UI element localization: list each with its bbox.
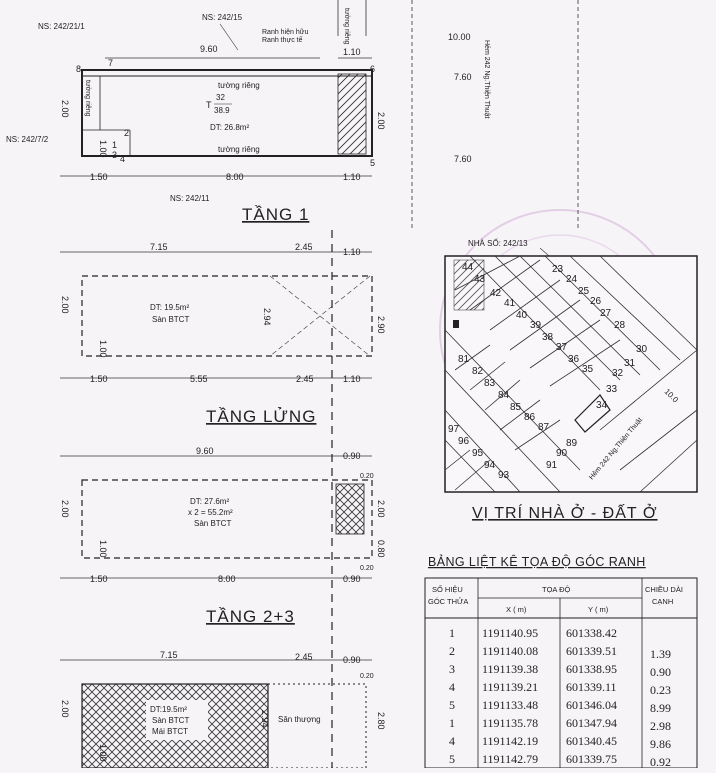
floor23-area: DT: 27.6m² [190, 497, 230, 506]
dimension-label: 1.10 [343, 47, 361, 57]
dimension-label: 1.00 [98, 340, 108, 358]
neighbor-label: NS: 242/21/1 [38, 22, 85, 31]
dimension-label: 2.00 [60, 296, 70, 314]
table-cell: 0.90 [650, 665, 671, 679]
neighbor-label: NS: 242/11 [170, 194, 210, 203]
parcel-label: 97 [448, 424, 460, 435]
dimension-label: 0.20 [360, 673, 374, 680]
wall-label: tường riêng [343, 8, 350, 45]
dimension-label: 2.00 [376, 500, 386, 518]
corner-point: 2 [124, 128, 130, 138]
corner-point: 7 [108, 58, 114, 68]
dimension-label: 2.00 [60, 100, 70, 118]
table-cell: 1191140.08 [482, 644, 539, 658]
table-cell: 4 [449, 680, 455, 694]
table-header: X ( m) [506, 605, 527, 614]
boundary-label: Ranh hiện hữu [262, 29, 309, 36]
table-cell: 601338.95 [566, 662, 617, 676]
dimension-label: 2.94 [262, 308, 272, 326]
parcel-label: 37 [556, 342, 568, 353]
parcel-label: 86 [524, 412, 536, 423]
parcel-label: 32 [612, 368, 624, 379]
table-cell: 601347.94 [566, 716, 617, 730]
dimension-label: 1.00 [98, 744, 108, 762]
table-cell: 5 [449, 698, 455, 712]
dimension-label: 2.45 [295, 652, 313, 662]
wall-label: tường riêng [218, 81, 260, 90]
table-cell: 1191135.78 [482, 716, 539, 730]
table-cell: 3 [449, 662, 455, 676]
parcel-label: 38 [542, 332, 554, 343]
parcel-label: 84 [498, 390, 510, 401]
table-cell: 0.92 [650, 755, 671, 768]
dimension-label: 7.15 [150, 242, 168, 252]
parcel-t-label: T [206, 100, 212, 110]
floor4-area: DT:19.5m² [150, 705, 187, 714]
dimension-label: 2.94 [260, 710, 270, 728]
parcel-label: 82 [472, 366, 484, 377]
parcel-label: 23 [552, 264, 564, 275]
street-name: Hẻm 242 Ng.Thiện Thuật [483, 40, 490, 119]
table-cell: 2.98 [650, 719, 671, 733]
dimension-label: 0.90 [343, 451, 361, 461]
table-cell: 1191139.38 [482, 662, 539, 676]
map-caption: VỊ TRÍ NHÀ Ở - ĐẤT Ở [472, 505, 658, 522]
table-cell: 1191133.48 [482, 698, 539, 712]
table-header: CẠNH [652, 597, 674, 606]
table-cell: 1.39 [650, 647, 671, 661]
table-header: GÓC THỬA [428, 597, 469, 606]
table-header: TỌA ĐỘ [542, 585, 571, 594]
floor23-title: TẦNG 2+3 [206, 607, 295, 626]
table-header: CHIỀU DÀI [645, 585, 683, 594]
dimension-label: 2.00 [376, 112, 386, 130]
boundary-label: Ranh thực tế [262, 37, 303, 44]
dimension-label: 2.90 [376, 316, 386, 334]
table-cell: 1 [449, 716, 455, 730]
floor23-slab: Sàn BTCT [194, 519, 232, 528]
corner-point: 5 [370, 158, 376, 168]
floor1-title: TẦNG 1 [242, 205, 310, 224]
table-cell: 1191140.95 [482, 626, 539, 640]
table-cell: 1191142.79 [482, 752, 539, 766]
floor23-area-total: x 2 = 55.2m² [188, 508, 233, 517]
parcel-label: 95 [472, 448, 484, 459]
corner-point: 3 [112, 150, 118, 160]
mezzanine-outline [82, 276, 372, 356]
parcel-label: 31 [624, 358, 636, 369]
table-title: BẢNG LIỆT KÊ TỌA ĐỘ GÓC RANH [428, 555, 646, 569]
table-header: Y ( m) [588, 605, 609, 614]
table-row [449, 626, 617, 640]
mezzanine-area: DT: 19.5m² [150, 303, 190, 312]
table-cell: 0.23 [650, 683, 671, 697]
wall-label: tường riêng [84, 80, 91, 117]
parcel-label: 42 [490, 288, 502, 299]
coords-table [425, 578, 697, 768]
table-cell: 1191139.21 [482, 680, 539, 694]
table-cell: 1 [449, 626, 455, 640]
dimension-label: 0.90 [343, 574, 361, 584]
parcel-label: 89 [566, 438, 578, 449]
dimension-label: 9.60 [196, 446, 214, 456]
table-cell: 8.99 [650, 701, 671, 715]
parcel-label: 83 [484, 378, 496, 389]
dimension-label: 1.10 [343, 172, 361, 182]
dimension-label: 1.00 [98, 540, 108, 558]
table-header: SỐ HIỆU [432, 585, 463, 594]
dimension-label: 0.20 [360, 565, 374, 572]
parcel-label: 81 [458, 354, 470, 365]
parcel-label: 34 [596, 400, 608, 411]
neighbor-label: NS: 242/7/2 [6, 135, 49, 144]
dimension-label: 0.20 [360, 473, 374, 480]
table-cell: 5 [449, 752, 455, 766]
parcel-label: 85 [510, 402, 522, 413]
road-dim: 7.60 [454, 72, 472, 82]
floor1-area: DT: 26.8m² [210, 123, 250, 132]
road-width: 10.0 [662, 387, 680, 405]
map-house-number: NHÀ SỐ: 242/13 [468, 239, 528, 248]
corner-point: 4 [120, 154, 126, 164]
terrace-outline [268, 684, 366, 768]
parcel-label: 44 [462, 262, 474, 273]
dimension-label: 0.90 [343, 655, 361, 665]
parcel-number: 32 [216, 93, 225, 102]
dimension-label: 0.80 [376, 540, 386, 558]
wall-label: tường riêng [218, 145, 260, 154]
parcel-label: 94 [484, 460, 496, 471]
dimension-label: 2.80 [376, 712, 386, 730]
mezzanine-title: TẦNG LỬNG [206, 407, 317, 426]
parcel-label: 40 [516, 310, 528, 321]
parcel-label: 35 [582, 364, 594, 375]
dimension-label: 1.10 [343, 374, 361, 384]
parcel-label: 28 [614, 320, 626, 331]
parcel-label: 96 [458, 436, 470, 447]
parcel-label: 87 [538, 422, 550, 433]
corner-point: 8 [76, 64, 82, 74]
terrace-label: Sân thượng [278, 715, 321, 724]
dimension-label: 2.45 [295, 242, 313, 252]
parcel-label: 90 [556, 448, 568, 459]
road-dim: 7.60 [454, 154, 472, 164]
dimension-label: 2.45 [296, 374, 314, 384]
parcel-label: 33 [606, 384, 618, 395]
parcel-label: 26 [590, 296, 602, 307]
dimension-label: 2.00 [60, 500, 70, 518]
table-cell: 601339.11 [566, 680, 617, 694]
dimension-label: 1.50 [90, 574, 108, 584]
parcel-label: 41 [504, 298, 516, 309]
table-cell: 1191142.19 [482, 734, 539, 748]
map-road-name: Hẻm 242 Ng.Thiện Thuật [588, 416, 644, 482]
table-cell: 601346.04 [566, 698, 617, 712]
hatched-wall [336, 484, 364, 534]
parcel-label: 93 [498, 470, 510, 481]
table-cell: 2 [449, 644, 455, 658]
dimension-label: 1.00 [98, 140, 108, 158]
corner-point: 1 [112, 140, 118, 150]
table-cell: 601339.51 [566, 644, 617, 658]
parcel-label: 30 [636, 344, 648, 355]
dimension-label: 7.15 [160, 650, 178, 660]
dimension-label: 1.10 [343, 247, 361, 257]
dimension-label: 8.00 [226, 172, 244, 182]
floor4-roof: Mái BTCT [152, 727, 188, 736]
dimension-label: 9.60 [200, 44, 218, 54]
map-sheet-number: 38.9 [214, 106, 230, 115]
dimension-label: 8.00 [218, 574, 236, 584]
parcel-label: 43 [474, 274, 486, 285]
road-dim: 10.00 [448, 32, 471, 42]
dimension-label: 2.00 [60, 700, 70, 718]
mezzanine-slab: Sàn BTCT [152, 315, 190, 324]
parcel-label: 24 [566, 274, 578, 285]
hatched-wall [338, 74, 366, 154]
dimension-label: 1.50 [90, 172, 108, 182]
corner-point: 6 [370, 64, 376, 74]
dimension-label: 5.55 [190, 374, 208, 384]
table-cell: 4 [449, 734, 455, 748]
parcel-label: 25 [578, 286, 590, 297]
floor4-slab: Sàn BTCT [152, 716, 190, 725]
table-cell: 9.86 [650, 737, 671, 751]
table-cell: 601340.45 [566, 734, 617, 748]
parcel-label: 39 [530, 320, 542, 331]
neighbor-label: NS: 242/15 [202, 13, 243, 22]
table-cell: 601339.75 [566, 752, 617, 766]
dimension-label: 1.50 [90, 374, 108, 384]
table-cell: 601338.42 [566, 626, 617, 640]
parcel-label: 27 [600, 308, 612, 319]
parcel-label: 91 [546, 460, 558, 471]
parcel-label: 36 [568, 354, 580, 365]
